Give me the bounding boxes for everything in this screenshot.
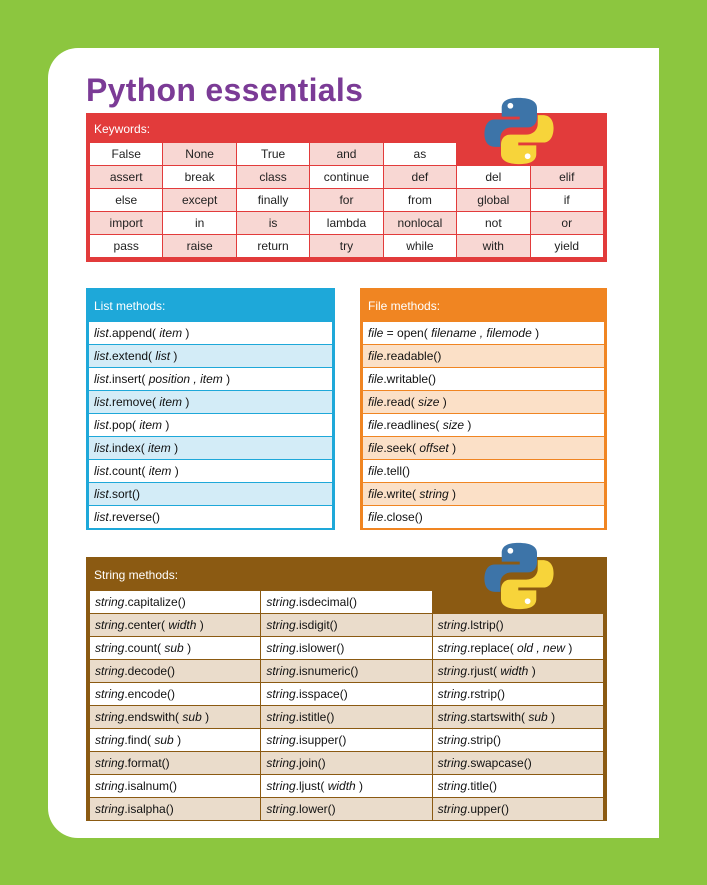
string-method-row: [90, 637, 604, 660]
keyword-cell: yield: [530, 235, 603, 258]
method-call: .isdecimal(): [295, 595, 358, 609]
method-argument: item: [148, 441, 171, 455]
method-object: string: [266, 779, 296, 793]
method-argument: offset: [419, 441, 449, 455]
list-method-row: [89, 506, 332, 529]
keyword-cell: pass: [90, 235, 163, 258]
method-argument: old , new: [517, 641, 566, 655]
method-cell: [90, 752, 261, 775]
string-method-row: [90, 798, 604, 821]
method-object: file: [368, 510, 384, 524]
keyword-cell: raise: [163, 235, 236, 258]
keyword-cell: or: [530, 212, 603, 235]
method-close: ): [165, 418, 170, 432]
method-call: .reverse(): [108, 510, 161, 524]
method-argument: size: [442, 418, 465, 432]
method-object: string: [95, 687, 125, 701]
method-cell: [89, 483, 332, 506]
keyword-cell: as: [383, 143, 456, 166]
string-method-row: [90, 706, 604, 729]
method-object: string: [95, 595, 125, 609]
method-call: .isupper(): [295, 733, 347, 747]
method-object: list: [94, 418, 109, 432]
method-call: .startswith(: [467, 710, 526, 724]
method-cell: [261, 614, 432, 637]
method-argument: width: [327, 779, 356, 793]
method-cell: [89, 368, 332, 391]
method-object: string: [266, 664, 296, 678]
method-cell: [261, 683, 432, 706]
method-cell: [432, 775, 603, 798]
method-call: .index(: [108, 441, 145, 455]
method-close: ): [226, 372, 231, 386]
method-object: file: [368, 487, 384, 501]
keyword-cell: from: [383, 189, 456, 212]
method-cell: [90, 775, 261, 798]
keyword-row: [90, 166, 604, 189]
method-cell: [90, 706, 261, 729]
page-title: Python essentials: [86, 72, 364, 108]
list-methods-section: [86, 288, 335, 530]
method-call: .extend(: [108, 349, 153, 363]
method-argument: sub: [164, 641, 184, 655]
python-logo-icon: [483, 540, 555, 612]
method-cell: [261, 637, 432, 660]
method-close: ): [174, 441, 179, 455]
method-object: string: [95, 618, 125, 632]
method-cell: [261, 706, 432, 729]
method-call: .isdigit(): [295, 618, 338, 632]
method-call: .write(: [383, 487, 417, 501]
method-call: .insert(: [108, 372, 146, 386]
method-argument: item: [159, 395, 183, 409]
method-object: string: [437, 802, 467, 816]
keyword-cell: is: [236, 212, 309, 235]
method-cell: [89, 391, 332, 414]
method-object: list: [94, 487, 109, 501]
method-close: ): [442, 395, 447, 409]
method-call: .isalnum(): [124, 779, 178, 793]
method-call: .readlines(: [383, 418, 440, 432]
string-methods-table: [89, 590, 604, 821]
keyword-cell: in: [163, 212, 236, 235]
method-cell: [261, 729, 432, 752]
method-object: file: [368, 349, 384, 363]
method-call: .title(): [467, 779, 497, 793]
method-argument: item: [148, 464, 172, 478]
file-method-row: [363, 391, 604, 414]
list-method-row: [89, 414, 332, 437]
method-object: string: [437, 733, 467, 747]
keyword-cell: class: [236, 166, 309, 189]
file-method-row: [363, 437, 604, 460]
method-call: .lower(): [295, 802, 336, 816]
method-cell: [261, 798, 432, 821]
method-cell: [261, 660, 432, 683]
method-call: .writable(): [383, 372, 437, 386]
keyword-cell: nonlocal: [383, 212, 456, 235]
method-close: ): [551, 710, 556, 724]
method-call: .append(: [108, 326, 157, 340]
method-call: .close(): [383, 510, 423, 524]
method-call: .isspace(): [295, 687, 348, 701]
file-method-row: [363, 414, 604, 437]
method-object: string: [95, 733, 125, 747]
keyword-cell: break: [163, 166, 236, 189]
string-method-row: [90, 660, 604, 683]
method-object: file: [368, 441, 384, 455]
method-object: file: [368, 326, 384, 340]
method-cell: [261, 775, 432, 798]
method-object: string: [95, 641, 125, 655]
method-object: list: [94, 326, 109, 340]
method-call: .ljust(: [295, 779, 325, 793]
method-call: .center(: [124, 618, 166, 632]
method-cell: [363, 460, 604, 483]
method-call: .istitle(): [295, 710, 335, 724]
keyword-cell: if: [530, 189, 603, 212]
method-object: string: [437, 618, 467, 632]
method-object: string: [266, 618, 296, 632]
method-cell: [89, 460, 332, 483]
method-cell: [363, 414, 604, 437]
keyword-cell: and: [310, 143, 383, 166]
method-object: string: [95, 710, 125, 724]
method-object: string: [437, 710, 467, 724]
keyword-cell: global: [457, 189, 530, 212]
method-argument: item: [139, 418, 163, 432]
method-cell: [90, 683, 261, 706]
method-call: .find(: [124, 733, 152, 747]
method-close: ): [452, 441, 457, 455]
keyword-cell: else: [90, 189, 163, 212]
method-object: string: [95, 664, 125, 678]
file-method-row: [363, 368, 604, 391]
method-cell: [90, 798, 261, 821]
method-close: ): [535, 326, 540, 340]
list-method-row: [89, 368, 332, 391]
method-close: ): [359, 779, 364, 793]
method-cell: [432, 752, 603, 775]
method-cell: [90, 729, 261, 752]
method-object: list: [94, 464, 109, 478]
method-argument: width: [500, 664, 529, 678]
method-cell: [363, 345, 604, 368]
method-object: string: [266, 733, 296, 747]
keyword-cell: continue: [310, 166, 383, 189]
keyword-cell: not: [457, 212, 530, 235]
method-cell: [432, 683, 603, 706]
keyword-cell: None: [163, 143, 236, 166]
method-cell: [432, 660, 603, 683]
method-close: ): [187, 641, 192, 655]
keyword-row: [90, 189, 604, 212]
list-methods-table: [89, 321, 332, 528]
method-call: .read(: [383, 395, 415, 409]
keyword-cell: def: [383, 166, 456, 189]
method-object: list: [94, 395, 109, 409]
method-object: file: [368, 395, 384, 409]
method-cell: [89, 322, 332, 345]
method-call: .swapcase(): [467, 756, 532, 770]
method-object: string: [437, 687, 467, 701]
method-call: .isalpha(): [124, 802, 174, 816]
method-call: .strip(): [467, 733, 501, 747]
method-object: string: [266, 802, 296, 816]
method-call: .lstrip(): [467, 618, 504, 632]
method-cell: [432, 637, 603, 660]
method-object: file: [368, 464, 384, 478]
method-cell: [89, 345, 332, 368]
file-method-row: [363, 345, 604, 368]
method-object: file: [368, 418, 384, 432]
method-cell: [90, 614, 261, 637]
method-call: .format(): [124, 756, 170, 770]
string-method-row: [90, 752, 604, 775]
keyword-row: [90, 235, 604, 258]
string-methods-header: String methods:: [94, 568, 179, 582]
method-call: .replace(: [467, 641, 514, 655]
method-cell: [432, 798, 603, 821]
method-object: list: [94, 349, 109, 363]
list-methods-header: List methods:: [94, 299, 166, 313]
list-method-row: [89, 437, 332, 460]
list-method-row: [89, 391, 332, 414]
method-close: ): [568, 641, 573, 655]
keyword-cell: True: [236, 143, 309, 166]
string-method-row: [90, 729, 604, 752]
python-logo-icon: [483, 95, 555, 167]
string-method-row: [90, 775, 604, 798]
keyword-cell: try: [310, 235, 383, 258]
method-object: string: [95, 756, 125, 770]
method-call: .islower(): [295, 641, 345, 655]
method-call: .rstrip(): [467, 687, 505, 701]
file-methods-section: [360, 288, 607, 530]
method-cell: [432, 614, 603, 637]
method-cell: [89, 414, 332, 437]
method-close: ): [173, 349, 178, 363]
keyword-cell: import: [90, 212, 163, 235]
method-cell: [261, 752, 432, 775]
method-object: string: [266, 687, 296, 701]
method-object: list: [94, 441, 109, 455]
method-object: string: [266, 710, 296, 724]
keyword-cell: except: [163, 189, 236, 212]
method-call: .encode(): [124, 687, 176, 701]
method-cell: [90, 660, 261, 683]
method-close: ): [467, 418, 472, 432]
method-close: ): [185, 395, 190, 409]
method-object: string: [95, 779, 125, 793]
method-argument: list: [155, 349, 171, 363]
method-close: ): [177, 733, 182, 747]
keyword-cell: with: [457, 235, 530, 258]
method-cell: [89, 506, 332, 529]
method-object: file: [368, 372, 384, 386]
method-object: string: [437, 756, 467, 770]
file-methods-header: File methods:: [368, 299, 441, 313]
method-call: .pop(: [108, 418, 137, 432]
method-cell: [363, 506, 604, 529]
method-call: .count(: [124, 641, 162, 655]
method-cell: [261, 591, 432, 614]
list-method-row: [89, 322, 332, 345]
method-call: .capitalize(): [124, 595, 186, 609]
method-argument: string: [419, 487, 449, 501]
method-close: ): [199, 618, 204, 632]
method-cell: [90, 591, 261, 614]
method-object: list: [94, 372, 109, 386]
list-method-row: [89, 460, 332, 483]
method-call: .upper(): [467, 802, 510, 816]
file-method-row: [363, 322, 604, 345]
method-cell: [432, 706, 603, 729]
method-object: string: [266, 756, 296, 770]
method-call: .seek(: [383, 441, 417, 455]
file-methods-table: [363, 321, 604, 528]
method-close: ): [531, 664, 536, 678]
method-close: ): [185, 326, 190, 340]
keyword-cell: lambda: [310, 212, 383, 235]
method-close: ): [452, 487, 457, 501]
method-object: string: [95, 802, 125, 816]
keyword-cell: return: [236, 235, 309, 258]
method-call: .decode(): [124, 664, 176, 678]
method-object: string: [266, 595, 296, 609]
method-argument: size: [418, 395, 440, 409]
method-object: string: [266, 641, 296, 655]
method-cell: [363, 368, 604, 391]
method-argument: filename , filemode: [431, 326, 532, 340]
keyword-cell: elif: [530, 166, 603, 189]
string-method-row: [90, 614, 604, 637]
method-argument: item: [159, 326, 183, 340]
string-method-row: [90, 683, 604, 706]
method-cell: [363, 437, 604, 460]
method-object: string: [437, 641, 467, 655]
method-call: .rjust(: [467, 664, 497, 678]
file-method-row: [363, 460, 604, 483]
method-cell: [363, 391, 604, 414]
method-cell: [432, 729, 603, 752]
method-cell: [90, 637, 261, 660]
method-argument: sub: [182, 710, 202, 724]
list-method-row: [89, 483, 332, 506]
keyword-cell: finally: [236, 189, 309, 212]
method-call: .count(: [108, 464, 146, 478]
method-call: .sort(): [108, 487, 141, 501]
file-method-row: [363, 483, 604, 506]
keyword-cell: for: [310, 189, 383, 212]
method-object: string: [437, 664, 467, 678]
method-call: .isnumeric(): [295, 664, 359, 678]
method-close: ): [205, 710, 210, 724]
keyword-cell: False: [90, 143, 163, 166]
method-object: string: [437, 779, 467, 793]
keyword-cell: assert: [90, 166, 163, 189]
keyword-cell: del: [457, 166, 530, 189]
method-object: list: [94, 510, 109, 524]
method-cell: [363, 483, 604, 506]
method-cell: [89, 437, 332, 460]
method-call: .join(): [295, 756, 326, 770]
keyword-cell: while: [383, 235, 456, 258]
method-argument: position , item: [148, 372, 223, 386]
method-call: .readable(): [383, 349, 442, 363]
method-call: .tell(): [383, 464, 411, 478]
method-argument: width: [168, 618, 197, 632]
method-argument: sub: [154, 733, 174, 747]
keywords-header: Keywords:: [94, 122, 151, 136]
keyword-row: [90, 212, 604, 235]
method-call: = open(: [383, 326, 428, 340]
file-method-row: [363, 506, 604, 529]
method-argument: sub: [528, 710, 548, 724]
method-call: .remove(: [108, 395, 157, 409]
list-method-row: [89, 345, 332, 368]
method-cell: [363, 322, 604, 345]
method-call: .endswith(: [124, 710, 180, 724]
method-close: ): [174, 464, 179, 478]
